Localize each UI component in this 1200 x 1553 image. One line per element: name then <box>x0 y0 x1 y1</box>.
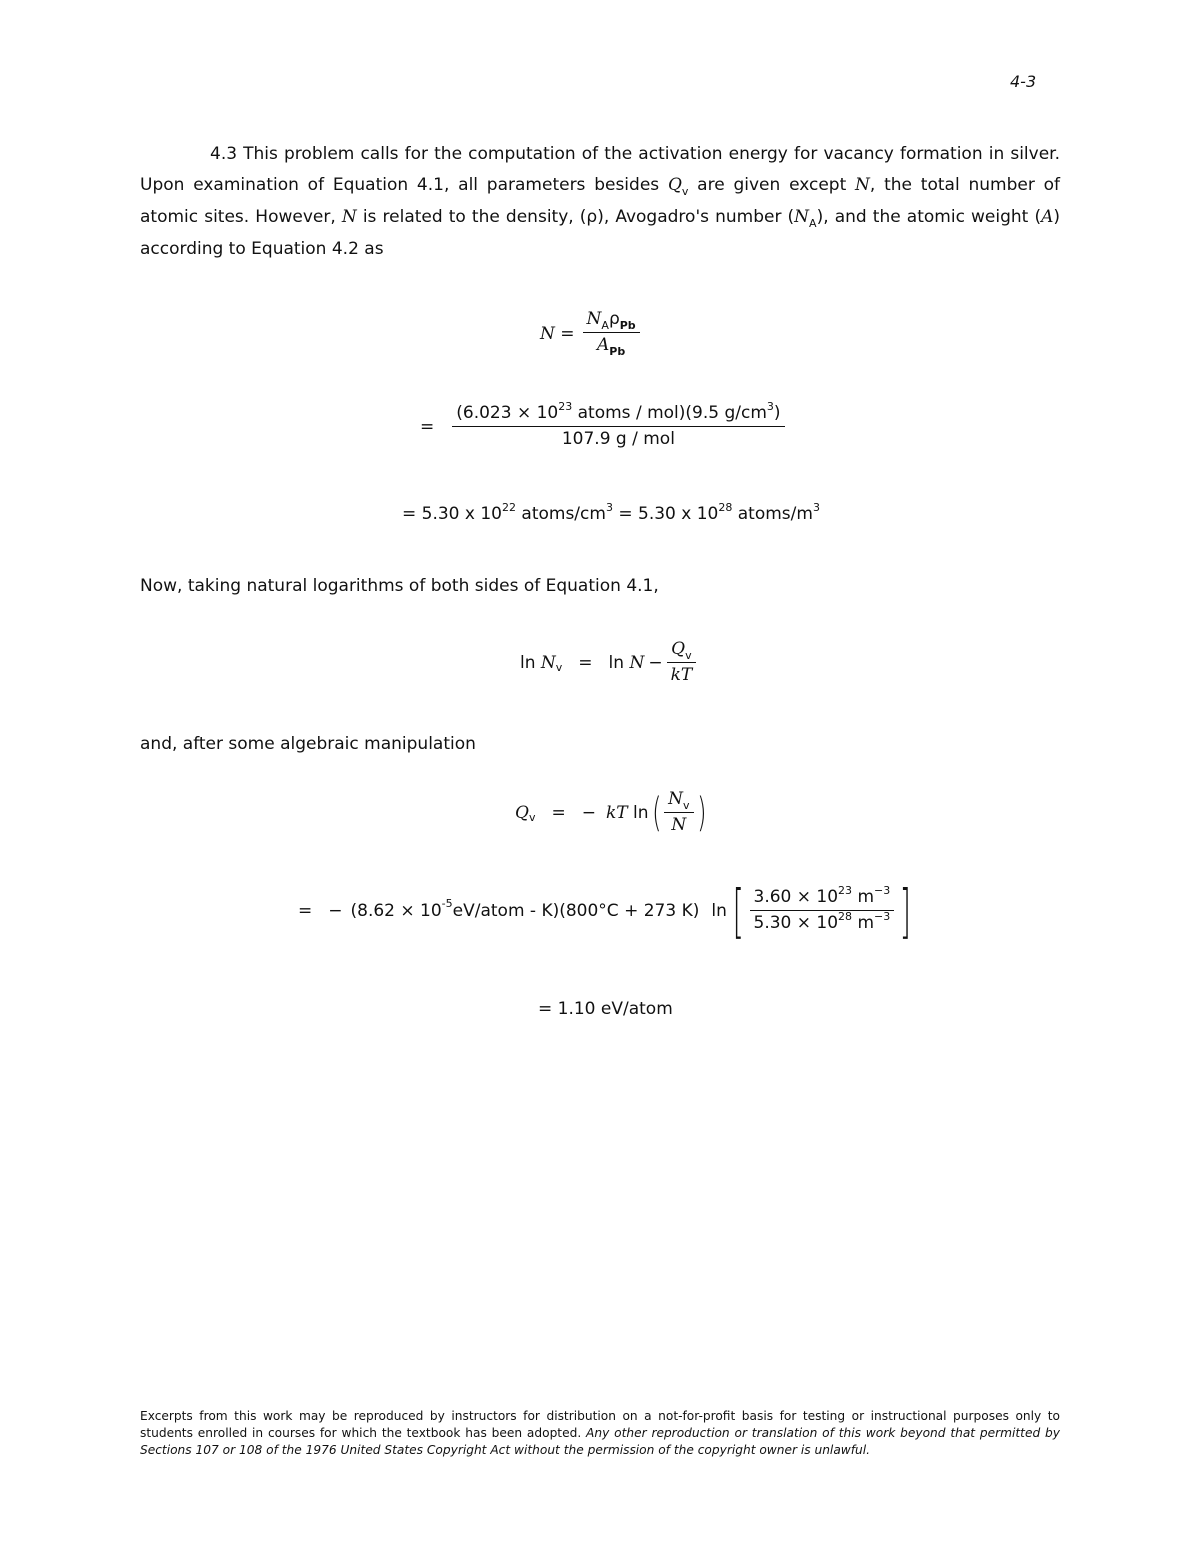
equation-numeric: = − (8.62 × 10 -5 eV/atom - K)(800°C + 273 K) ln [ $\frac{3.60 \times 10^{23} m^{-3}}{5.30 \times 10^{28} m^{-3}}$ ] <box>298 877 912 945</box>
equation-density: N = $\frac{N_A\rho_{Pb}}{A_{Pb}}$ <box>540 308 640 359</box>
equation-final-result: = 1.10 eV/atom <box>538 999 673 1019</box>
page-number: 4-3 <box>1010 72 1037 91</box>
equation-qv: Q v = − kT ln ( $\frac{N_v}{N}$ ) <box>515 789 706 836</box>
equation-substitution: = $\frac{(6.023 \times 10^{23} atoms / mol)(9.5 g/cm^3)}{\text{107.9 g / mol}}$ <box>420 402 785 451</box>
equation-result-n: = 5.30 x $10^{22}$ atoms/$cm^3 = 5.30$ x $10^{28}$ atoms/$m^3$ <box>402 501 820 524</box>
equation-log: ln N v = ln N − $\frac{Q_v}{kT}$ <box>520 638 696 687</box>
paragraph-manipulation: and, after some algebraic manipulation <box>140 734 476 754</box>
copyright-footer: Excerpts from this work may be reproduced by instructors for distribution on a not-for-profit basis for testing or instructional purposes only to students enrolled in courses for which the textbook has been adopted. Any other reproduction or translation of this work beyond that permitted by Sections 107 or 108 of the 1976 United States Copyright Act without the permission of the copyright owner is unlawful. <box>140 1409 1060 1457</box>
problem-intro: 4.3 This problem calls for the computation of the activation energy for vacancy formation in silver. Upon examination of Equation 4.1, all parameters besides $Q_v$ are given except N, the total number of atomic sites. However, N is related to the density, (ρ), Avogadro's number $(N_A)$, and the atomic weight (A) according to Equation 4.2 as <box>140 144 1061 259</box>
paragraph-logarithms: Now, taking natural logarithms of both sides of Equation 4.1, <box>140 576 659 596</box>
